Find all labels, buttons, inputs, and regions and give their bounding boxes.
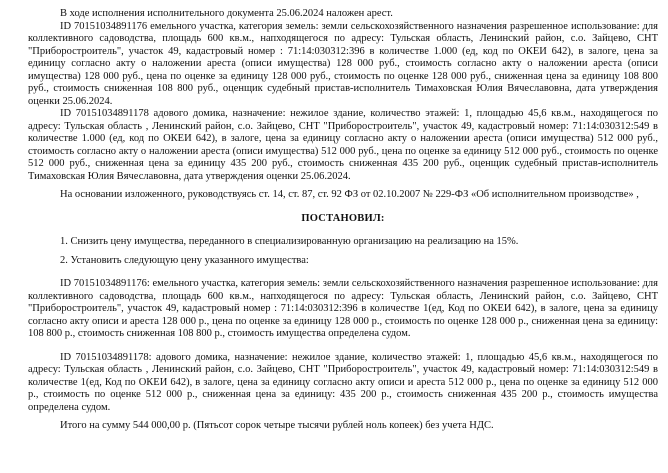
property-item-land-reduced: ID 70151034891176: емельного участка, категория земель: земли сельскохозяйственного назначения разрешенное использование: для коллективного садоводства, площадь 600 кв.м., напходящегося по адресу: Тульская область, Ленинский район, с.о. Зайцево, СНТ "Приборостроитель", участок 49, кадастровый номер : 71:14:030312:396 в количестве 1(ед, Код по ОКЕИ 642), в залоге, цена за единицу согласно акту описи и ареста 128 000 р., цена по оценке за единицу 128 000 р., стоимость по оценке 128 000 р., сниженная цена за единицу: 108 800 р., стоимость сниженная 108 800 р., стоимость имущества определена судом. [28,278,658,339]
arrest-intro: В ходе исполнения исполнительного документа 25.06.2024 наложен арест. [60,8,393,19]
legal-basis: На основании изложенного, руководствуясь ст. 14, ст. 87, ст. 92 ФЗ от 02.10.2007 № 229-ФЗ «Об исполнительном производстве» , [60,189,639,200]
resolution-point-2: 2. Установить следующую цену указанного имущества: [60,254,309,266]
property-item-house-reduced: ID 70151034891178: адового домика, назначение: нежилое здание, количество этажей: 1, площадью 45,6 кв.м., находящегося по адресу: Тульская область , Ленинский район, с.о. Зайцево, СНТ "Приборостроитель", участок 49, кадастровый номер: 71:14:030312:549 в количестве 1(ед, Код по ОКЕИ 642), в залоге, цена за единицу согласно акту описи и ареста 512 000 р., цена по оценке за единицу 512 000 р., стоимость по оценке 512 000 р., сниженная цена за единицу: 435 200 р., стоимость сниженная 435 200 р., стоимость имущества определена судом. [28,351,658,413]
resolution-point-1: 1. Снизить цену имущества, переданного в специализированную организацию на реализацию на 15%. [60,236,519,247]
total-sum: Итого на сумму 544 000,00 р. (Пятьсот сорок четыре тысячи рублей ноль копеек) без учета НДС. [60,420,494,431]
resolution-heading: ПОСТАНОВИЛ: [301,212,385,224]
property-item-house-initial: ID 70151034891178 адового домика, назначение: нежилое здание, количество этажей: 1, площадью 45,6 кв.м., находящегося по адресу: Тульская область , Ленинский район, с.о. Зайцево, СНТ "Приборостроитель", участок 49, кадастровый номер: 71:14:030312:549 в количестве 1.000 (ед, код по ОКЕИ 642), в залоге, цена за единицу согласно акту о наложении ареста (описи имущества) 512 000 руб., стоимость согласно акту о наложении ареста (описи имущества) 512 000 руб., цена по оценке за единицу 512 000 руб., стоимость по оценке 512 000 руб., сниженная цена за единицу 435 200 руб., стоимость сниженная 435 200 руб., оценщик судебный пристав-исполнитель Тимаховская Юлия Вячеславовна, дата утверждения оценки 25.06.2024. [28,108,658,182]
property-item-land-initial: ID 70151034891176 емельного участка, категория земель: земли сельскохозяйственного назначения разрешенное использование: для коллективного садоводства, площадь 600 кв.м., напходящегося по адресу: Тульская область, Ленинский район, с.о. Зайцево, СНТ "Приборостроитель", участок 49, кадастровый номер : 71:14:030312:396 в количестве 1.000 (ед, код по ОКЕИ 642), в залоге, цена за единицу согласно акту о наложении ареста (описи имущества) 128 000 руб., стоимость согласно акту о наложении ареста (описи имущества) 128 000 руб., цена по оценке за единицу 128 000 руб., стоимость по оценке 128 000 руб., сниженная цена за единицу 108 800 руб., стоимость сниженная 108 800 руб., оценщик судебный пристав-исполнитель Тимаховская Юлия Вячеславовна, дата утверждения оценки 25.06.2024. [28,20,658,107]
